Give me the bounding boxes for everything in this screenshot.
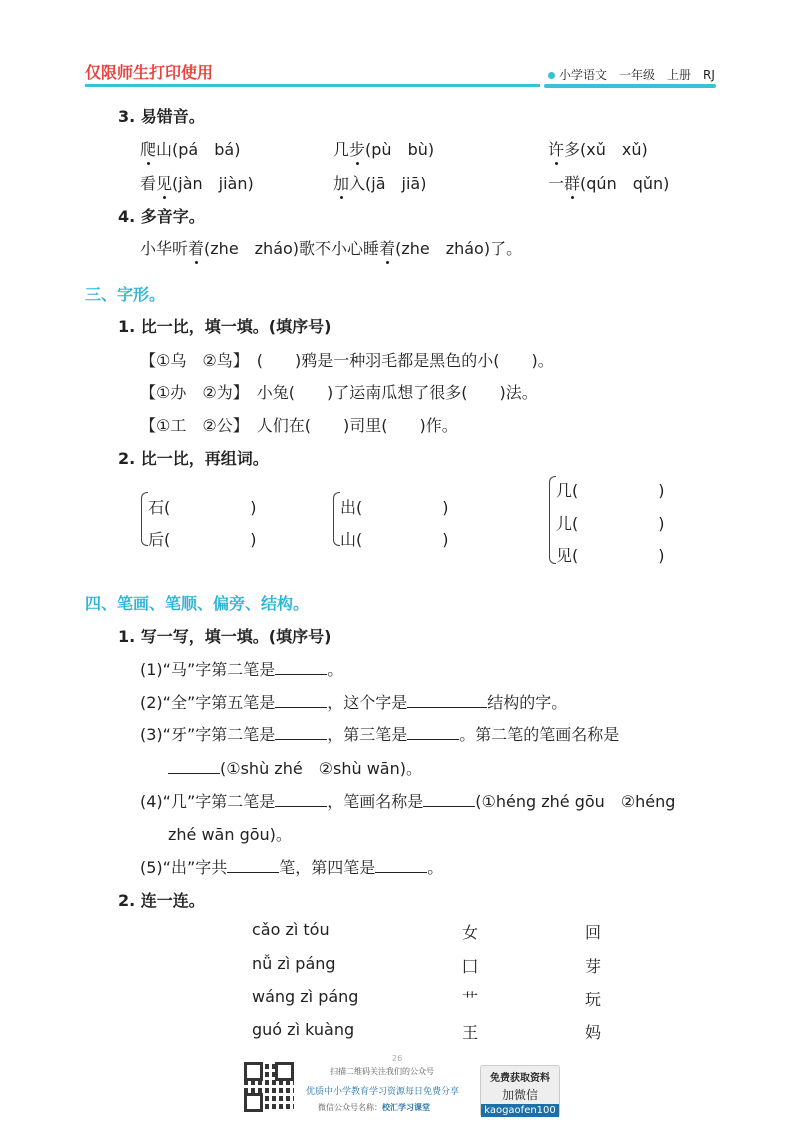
answer-blank: [423, 792, 475, 807]
match-radical: 艹: [462, 990, 479, 1009]
s3-q1-row: 【①办 ②为】 小兔( )了运南瓜想了很多( )法。: [140, 383, 538, 402]
word-group-item: 出( ): [340, 498, 449, 517]
q3-opts: (jā jiā): [365, 174, 427, 193]
wechat-box-line3: kaogaofen100: [481, 1104, 559, 1117]
word-group-item: 几( ): [556, 481, 665, 500]
s3-q1-title: 1. 比一比，填一填。(填序号): [118, 317, 332, 336]
s3-q1-row: 【①乌 ②鸟】 ( )鸦是一种羽毛都是黑色的小( )。: [140, 351, 554, 370]
answer-blank: [227, 858, 279, 873]
wechat-box-line2: 加微信: [501, 1088, 538, 1102]
s4-q1-line: (3)“牙”字第二笔是 ，第三笔是 。第二笔的笔画名称是: [140, 725, 620, 744]
match-char: 妈: [585, 1023, 602, 1042]
q4-sentence: 小华听着(zhe zháo)歌不小心睡着(zhe zháo)了。: [140, 239, 523, 258]
s4-q1-line: zhé wān gōu)。: [168, 825, 292, 844]
q3-char: 见: [156, 174, 173, 193]
q3-item: 一群(qún qǔn): [548, 174, 670, 193]
answer-blank: [407, 693, 487, 708]
answer-blank: [375, 858, 427, 873]
s4-q1-line: (5)“出”字共 笔，第四笔是 。: [140, 858, 444, 877]
word-group-item: 见( ): [556, 546, 665, 565]
match-char: 芽: [585, 957, 602, 976]
word-group-item: 石( ): [148, 498, 257, 517]
qr-code-icon: [244, 1062, 294, 1112]
answer-blank: [275, 725, 327, 740]
q3-char: 爬: [140, 140, 157, 159]
q4-char: 着: [188, 239, 205, 258]
s3-q1-row: 【①工 ②公】 人们在( )司里( )作。: [140, 416, 458, 435]
word-group-item: 儿( ): [556, 514, 665, 533]
header-divider: [85, 84, 540, 87]
s3-q2-title: 2. 比一比，再组词。: [118, 449, 269, 468]
wechat-box: [480, 1065, 560, 1117]
s4-q1-line: (①shù zhé ②shù wān)。: [168, 756, 422, 779]
q3-char: 许: [548, 140, 565, 159]
match-pinyin: guó zì kuàng: [252, 1020, 355, 1039]
brace-icon: [141, 492, 148, 546]
s4-q2-title: 2. 连一连。: [118, 891, 205, 910]
match-char: 回: [585, 923, 602, 942]
q3-opts: (jàn jiàn): [172, 174, 254, 193]
section-4-title: 四、笔画、笔顺、偏旁、结构。: [85, 594, 310, 613]
q3-item: 加入(jā jiā): [333, 174, 427, 193]
word-group-item: 山( ): [340, 530, 449, 549]
s4-q1-line: (4)“几”字第二笔是 ，笔画名称是 (①héng zhé gōu ②héng: [140, 792, 676, 811]
q3-char: 步: [349, 140, 366, 159]
q3-opts: (xǔ xǔ): [580, 140, 648, 159]
q3-item: 爬山(pá bá): [140, 140, 241, 159]
q3-opts: (pá bá): [172, 140, 241, 159]
brace-icon: [549, 476, 556, 564]
footer-line3: 微信公众号名称：校汇学习课堂: [318, 1103, 430, 1112]
s4-q1-line: (2)“全”字第五笔是 ，这个字是 结构的字。: [140, 693, 568, 712]
answer-blank: [275, 792, 327, 807]
match-pinyin: cǎo zì tóu: [252, 920, 330, 939]
s4-q1-line: (1)“马”字第二笔是 。: [140, 660, 344, 679]
q3-item: 许多(xǔ xǔ): [548, 140, 648, 159]
wechat-box-line1: 免费获取资料: [490, 1073, 550, 1084]
q4-char: 着: [379, 239, 396, 258]
q3-opts: (qún qǔn): [580, 174, 670, 193]
q4-title: 4. 多音字。: [118, 207, 205, 226]
footer-line2: 优质中小学教育学习资源每日免费分享: [306, 1087, 460, 1097]
header-subject: 小学语文: [559, 68, 608, 82]
s4-q1-title: 1. 写一写，填一填。(填序号): [118, 627, 332, 646]
q3-item: 几步(pù bù): [333, 140, 435, 159]
match-pinyin: nǚ zì páng: [252, 954, 336, 973]
header-title: 仅限师生打印使用: [85, 63, 214, 82]
header-volume: 上册: [667, 68, 692, 82]
page-number: 26: [392, 1054, 403, 1063]
q3-item: 看见(jàn jiàn): [140, 174, 254, 193]
match-radical: 王: [462, 1023, 479, 1042]
match-char: 玩: [585, 990, 602, 1009]
answer-blank: [168, 759, 220, 774]
footer-line1: 扫描二维码关注我们的公众号: [330, 1067, 434, 1076]
brace-icon: [333, 492, 340, 546]
answer-blank: [275, 660, 327, 675]
header-info: [548, 66, 715, 83]
match-radical: 囗: [462, 957, 479, 976]
header-grade: 一年级: [619, 68, 656, 82]
match-pinyin: wáng zì páng: [252, 987, 359, 1006]
bullet-icon: [548, 72, 555, 79]
answer-blank: [407, 725, 459, 740]
q3-title: 3. 易错音。: [118, 107, 205, 126]
word-group-item: 后( ): [148, 530, 257, 549]
section-3-title: 三、字形。: [85, 285, 166, 304]
answer-blank: [275, 693, 327, 708]
header-bar: [544, 84, 716, 88]
q3-char: 群: [564, 174, 581, 193]
q3-opts: (pù bù): [365, 140, 435, 159]
q3-char: 加: [333, 174, 350, 193]
header-edition: RJ: [703, 68, 715, 82]
match-radical: 女: [462, 923, 479, 942]
